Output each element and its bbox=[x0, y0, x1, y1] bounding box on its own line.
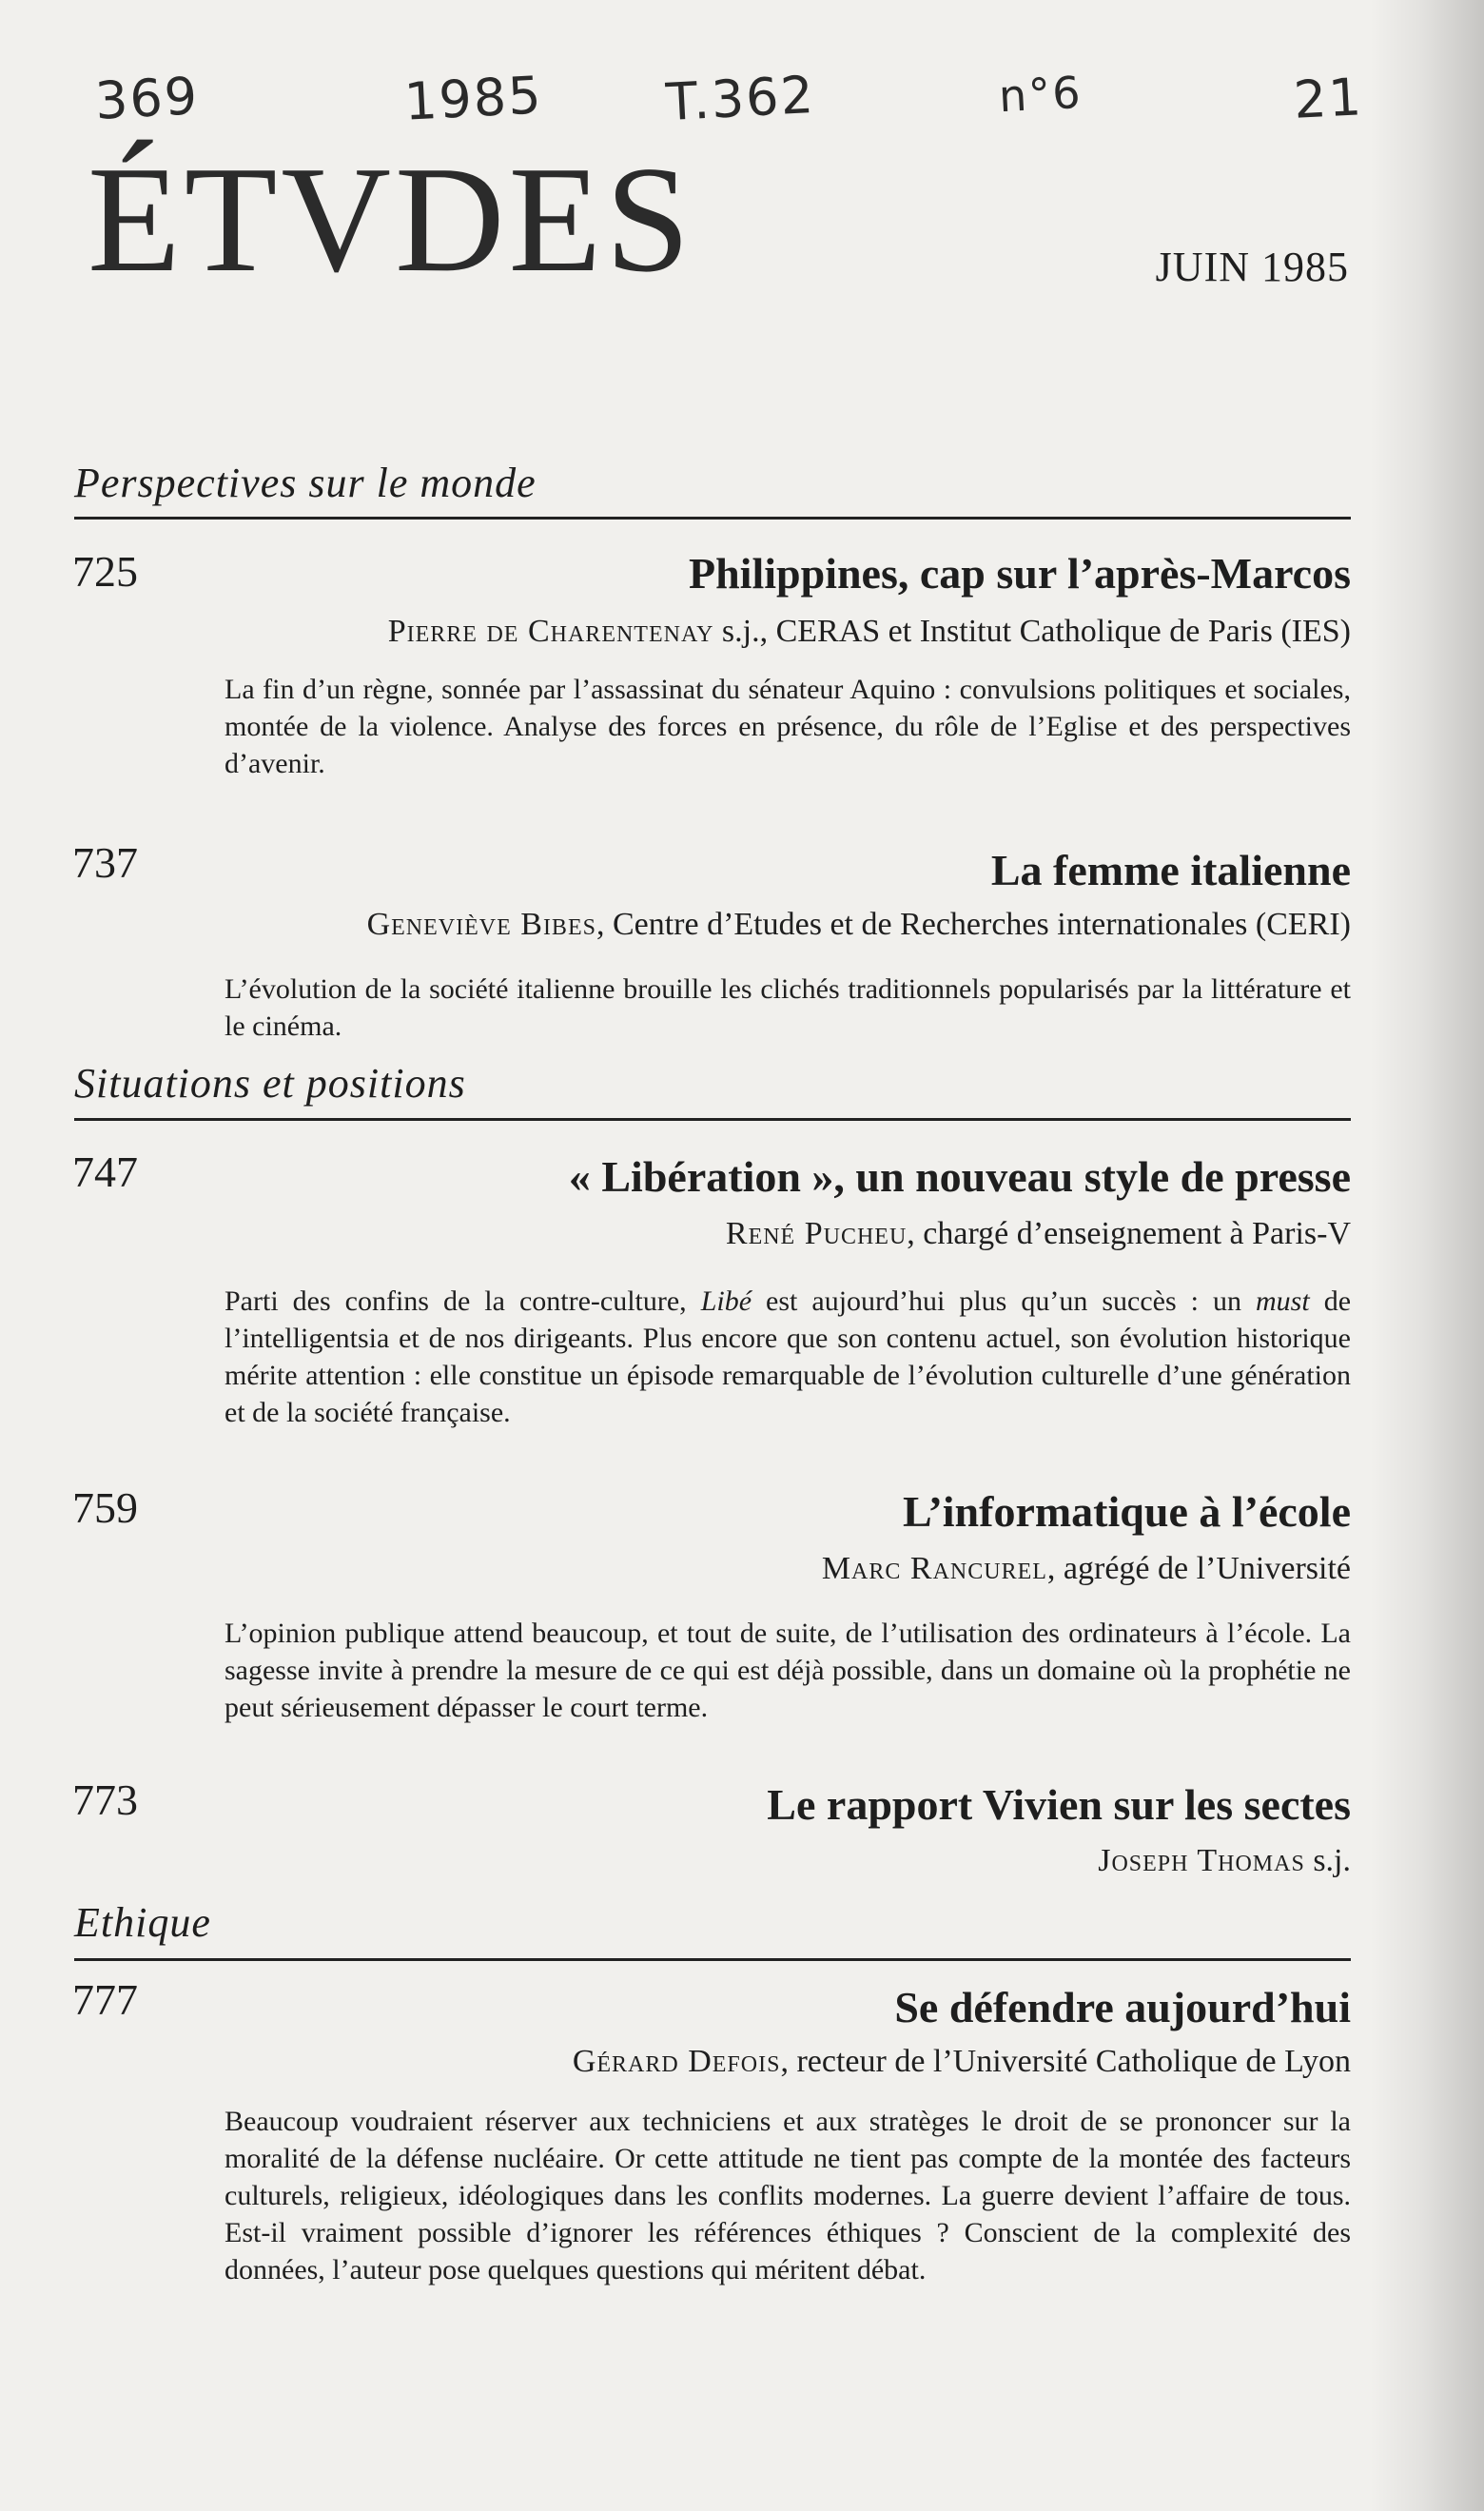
author-name: Pierre de Charentenay bbox=[387, 614, 714, 649]
author-affiliation: , recteur de l’Université Catholique de Lyon bbox=[780, 2044, 1351, 2079]
handwritten-note-2: 1985 bbox=[402, 65, 544, 132]
article-page-number: 737 bbox=[72, 838, 138, 887]
handwritten-note-4: n°6 bbox=[997, 66, 1084, 123]
description-italic: must bbox=[1256, 1285, 1310, 1317]
article-title: L’informatique à l’école bbox=[902, 1487, 1351, 1536]
article-author bbox=[822, 1551, 1351, 1587]
article-description bbox=[225, 1283, 1351, 1431]
article-author bbox=[573, 2044, 1351, 2080]
section-title: Situations et positions bbox=[74, 1060, 466, 1107]
description-text: de l’intelligentsia et de nos dirigeants. Plus encore que son contenu actuel, son évolution historique mérite attention : elle constitue un épisode remarquable de l’évolution culturelle d’une génération et de la société française. bbox=[225, 1285, 1352, 1428]
article-page-number: 759 bbox=[72, 1483, 138, 1532]
author-affiliation: , Centre d’Etudes et de Recherches internationales (CERI) bbox=[596, 907, 1351, 942]
article-page-number: 777 bbox=[72, 1975, 138, 2024]
article-title: La femme italienne bbox=[990, 846, 1351, 894]
section-rule bbox=[74, 1118, 1351, 1121]
section-title: Ethique bbox=[74, 1899, 211, 1946]
author-name: Joseph Thomas bbox=[1098, 1843, 1305, 1878]
author-name: Geneviève Bibes bbox=[366, 907, 596, 942]
author-affiliation: s.j., CERAS et Institut Catholique de Paris (IES) bbox=[713, 614, 1351, 649]
description-italic: Libé bbox=[700, 1285, 752, 1317]
page-edge-shadow bbox=[1370, 0, 1484, 2511]
article-title: Le rapport Vivien sur les sectes bbox=[767, 1780, 1351, 1829]
article-author bbox=[1098, 1843, 1351, 1879]
description-text: est aujourd’hui plus qu’un succès : un bbox=[752, 1285, 1256, 1317]
article-page-number: 725 bbox=[72, 547, 138, 596]
article-author bbox=[367, 907, 1351, 943]
author-name: René Pucheu bbox=[725, 1216, 908, 1251]
article-author bbox=[726, 1216, 1351, 1252]
handwritten-note-5: 21 bbox=[1292, 67, 1365, 130]
author-affiliation: , chargé d’enseignement à Paris-V bbox=[907, 1216, 1351, 1251]
section-title: Perspectives sur le monde bbox=[74, 460, 537, 506]
article-title: Se défendre aujourd’hui bbox=[894, 1983, 1351, 2031]
article-description: L’évolution de la société italienne brouille les clichés traditionnels popularisés par la littérature et le cinéma. bbox=[225, 973, 1351, 1042]
article-description: Beaucoup voudraient réserver aux techniciens et aux stratèges le droit de se prononcer sur la moralité de la défense nucléaire. Or cette attitude ne tient pas compte de la montée des facteurs culturels, religieux, idéologiques dans les conflits modernes. La guerre devient l’affaire de tous. Est-il vraiment possible d’ignorer les références éthiques ? Conscient de la complexité des données, l’auteur pose quelques questions qui méritent débat. bbox=[225, 2106, 1351, 2285]
issue-date: JUIN 1985 bbox=[1155, 244, 1349, 290]
article-page-number: 773 bbox=[72, 1775, 138, 1824]
author-name: Gérard Defois bbox=[572, 2044, 781, 2079]
handwritten-note-3: T.362 bbox=[664, 64, 817, 133]
article-description: L’opinion publique attend beaucoup, et tout de suite, de l’utilisation des ordinateurs à l’école. La sagesse invite à prendre la mesure de ce qui est déjà possible, dans un domaine où la prophétie ne peut sérieusement dépasser le court terme. bbox=[225, 1618, 1351, 1723]
handwritten-note-1: 369 bbox=[93, 66, 201, 131]
section-rule bbox=[74, 517, 1351, 520]
article-page-number: 747 bbox=[72, 1148, 138, 1196]
article-author bbox=[388, 614, 1351, 650]
article-title: « Libération », un nouveau style de presse bbox=[568, 1152, 1351, 1201]
section-rule bbox=[74, 1958, 1351, 1961]
author-affiliation: , agrégé de l’Université bbox=[1046, 1551, 1351, 1586]
author-affiliation: s.j. bbox=[1304, 1843, 1351, 1878]
article-description: La fin d’un règne, sonnée par l’assassinat du sénateur Aquino : convulsions politiques et sociales, montée de la violence. Analyse des forces en présence, du rôle de l’Eglise et des perspectives d’avenir. bbox=[225, 674, 1351, 779]
article-title: Philippines, cap sur l’après-Marcos bbox=[689, 549, 1351, 598]
journal-title: ÉTVDES bbox=[88, 134, 694, 304]
description-text: Parti des confins de la contre-culture, bbox=[225, 1285, 701, 1317]
author-name: Marc Rancurel bbox=[821, 1551, 1047, 1586]
